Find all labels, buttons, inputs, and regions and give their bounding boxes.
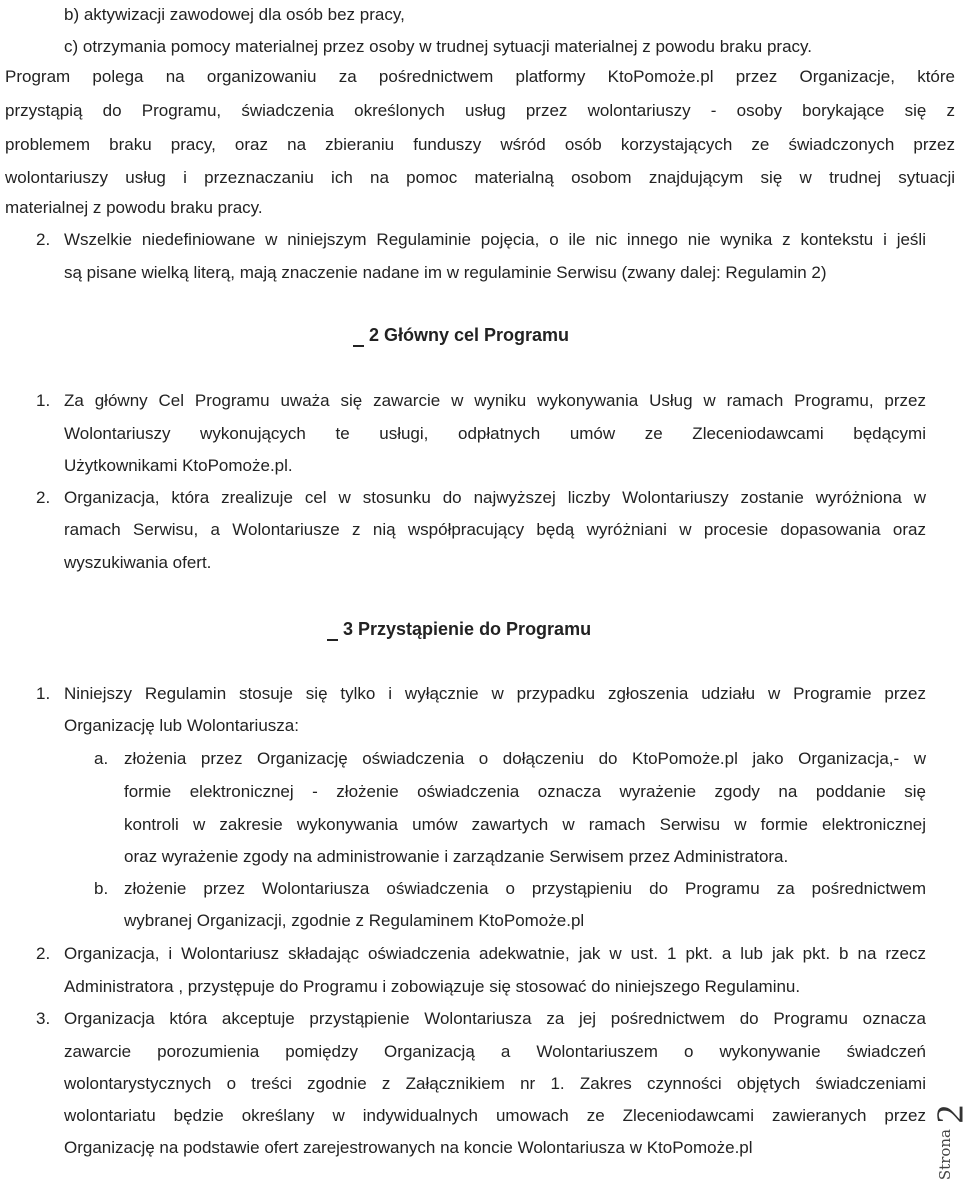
- list-item-text: ramach Serwisu, a Wolontariusze z nią współpracujący będą wyróżniani w procesie dopasowania oraz: [64, 520, 926, 539]
- heading-marker: [353, 345, 364, 347]
- section-heading: [353, 325, 569, 347]
- list-item-text: Wszelkie niedefiniowane w niniejszym Regulaminie pojęcia, o ile nic innego nie wynika z kontekstu i jeśli: [64, 230, 926, 249]
- list-item-text: wolontarystycznych o treści zgodnie z Załącznikiem nr 1. Zakres czynności objętych świadczeniami: [64, 1074, 926, 1093]
- list-number: 2.: [36, 488, 51, 507]
- sublist-item-text: złożenia przez Organizację oświadczenia o dołączeniu do KtoPomoże.pl jako Organizacja,- w: [124, 749, 926, 768]
- sublist-item-text: oraz wyrażenie zgody na administrowanie i zarządzanie Serwisem przez Administratora.: [124, 847, 789, 866]
- list-number: 2.: [36, 944, 51, 963]
- sublist-letter: a.: [94, 749, 109, 768]
- list-number: 1.: [36, 684, 51, 703]
- list-item-text: Za główny Cel Programu uważa się zawarcie w wyniku wykonywania Usług w ramach Programu, przez: [64, 391, 926, 410]
- page-number: 2: [929, 1104, 972, 1124]
- list-item-text: są pisane wielką literą, mają znaczenie nadane im w regulaminie Serwisu (zwany dalej: Regulamin 2): [64, 263, 827, 282]
- list-item-text: Wolontariuszy wykonujących te usługi, odpłatnych umów ze Zleceniodawcami będącymi: [64, 424, 926, 443]
- sublist-item-text: kontroli w zakresie wykonywania umów zawartych w ramach Serwisu w formie elektronicznej: [124, 815, 926, 834]
- paragraph-line: wolontariuszy usług i przeznaczaniu ich na pomoc materialną osobom znajdującym się w trudnej sytuacji: [5, 168, 955, 187]
- list-number: 3.: [36, 1009, 51, 1028]
- section-heading-text: 3 Przystąpienie do Programu: [343, 619, 592, 639]
- list-number: 2.: [36, 230, 51, 249]
- paragraph-line: problemem braku pracy, oraz na zbieraniu funduszy wśród osób korzystających ze świadczonych przez: [5, 135, 955, 154]
- paragraph-line: materialnej z powodu braku pracy.: [5, 198, 263, 217]
- list-item-c: c) otrzymania pomocy materialnej przez osoby w trudnej sytuacji materialnej z powodu braku pracy.: [64, 37, 813, 56]
- sublist-item-text: wybranej Organizacji, zgodnie z Regulaminem KtoPomoże.pl: [124, 911, 585, 930]
- list-item-text: Organizacja, która zrealizuje cel w stosunku do najwyższej liczby Wolontariuszy zostanie wyróżniona w: [64, 488, 926, 507]
- heading-marker: [327, 639, 338, 641]
- page-footer: [929, 1100, 972, 1180]
- list-item-b: b) aktywizacji zawodowej dla osób bez pracy,: [64, 5, 405, 24]
- list-item-text: Użytkownikami KtoPomoże.pl.: [64, 456, 293, 475]
- sublist-item-text: złożenie przez Wolontariusza oświadczenia o przystąpieniu do Programu za pośrednictwem: [124, 879, 926, 898]
- sublist-item-text: formie elektronicznej - złożenie oświadczenia oznacza wyrażenie zgody na poddanie się: [124, 782, 926, 801]
- list-item-text: Niniejszy Regulamin stosuje się tylko i wyłącznie w przypadku zgłoszenia udziału w Programie przez: [64, 684, 926, 703]
- list-item-text: Organizację na podstawie ofert zarejestrowanych na koncie Wolontariusza w KtoPomoże.pl: [64, 1138, 753, 1157]
- list-item-text: wolontariatu będzie określany w indywidualnych umowach ze Zleceniodawcami zawieranych przez: [64, 1106, 926, 1125]
- list-item-text: Organizacja która akceptuje przystąpienie Wolontariusza za jej pośrednictwem do Programu oznacza: [64, 1009, 926, 1028]
- list-item-text: Organizację lub Wolontariusza:: [64, 716, 299, 735]
- section-heading: [327, 619, 591, 641]
- paragraph-line: przystąpią do Programu, świadczenia określonych usług przez wolontariuszy - osoby borykające się z: [5, 101, 955, 120]
- list-number: 1.: [36, 391, 51, 410]
- sublist-letter: b.: [94, 879, 109, 898]
- list-item-text: zawarcie porozumienia pomiędzy Organizacją a Wolontariuszem o wykonywanie świadczeń: [64, 1042, 926, 1061]
- list-item-text: Administratora , przystępuje do Programu i zobowiązuje się stosować do niniejszego Regulaminu.: [64, 977, 801, 996]
- page-label: Strona: [936, 1128, 954, 1180]
- list-item-text: Organizacja, i Wolontariusz składając oświadczenia adekwatnie, jak w ust. 1 pkt. a lub jak pkt. b na rzecz: [64, 944, 926, 963]
- section-heading-text: 2 Główny cel Programu: [369, 325, 570, 345]
- paragraph-line: Program polega na organizowaniu za pośrednictwem platformy KtoPomoże.pl przez Organizacje, które: [5, 67, 955, 86]
- list-item-text: wyszukiwania ofert.: [64, 553, 212, 572]
